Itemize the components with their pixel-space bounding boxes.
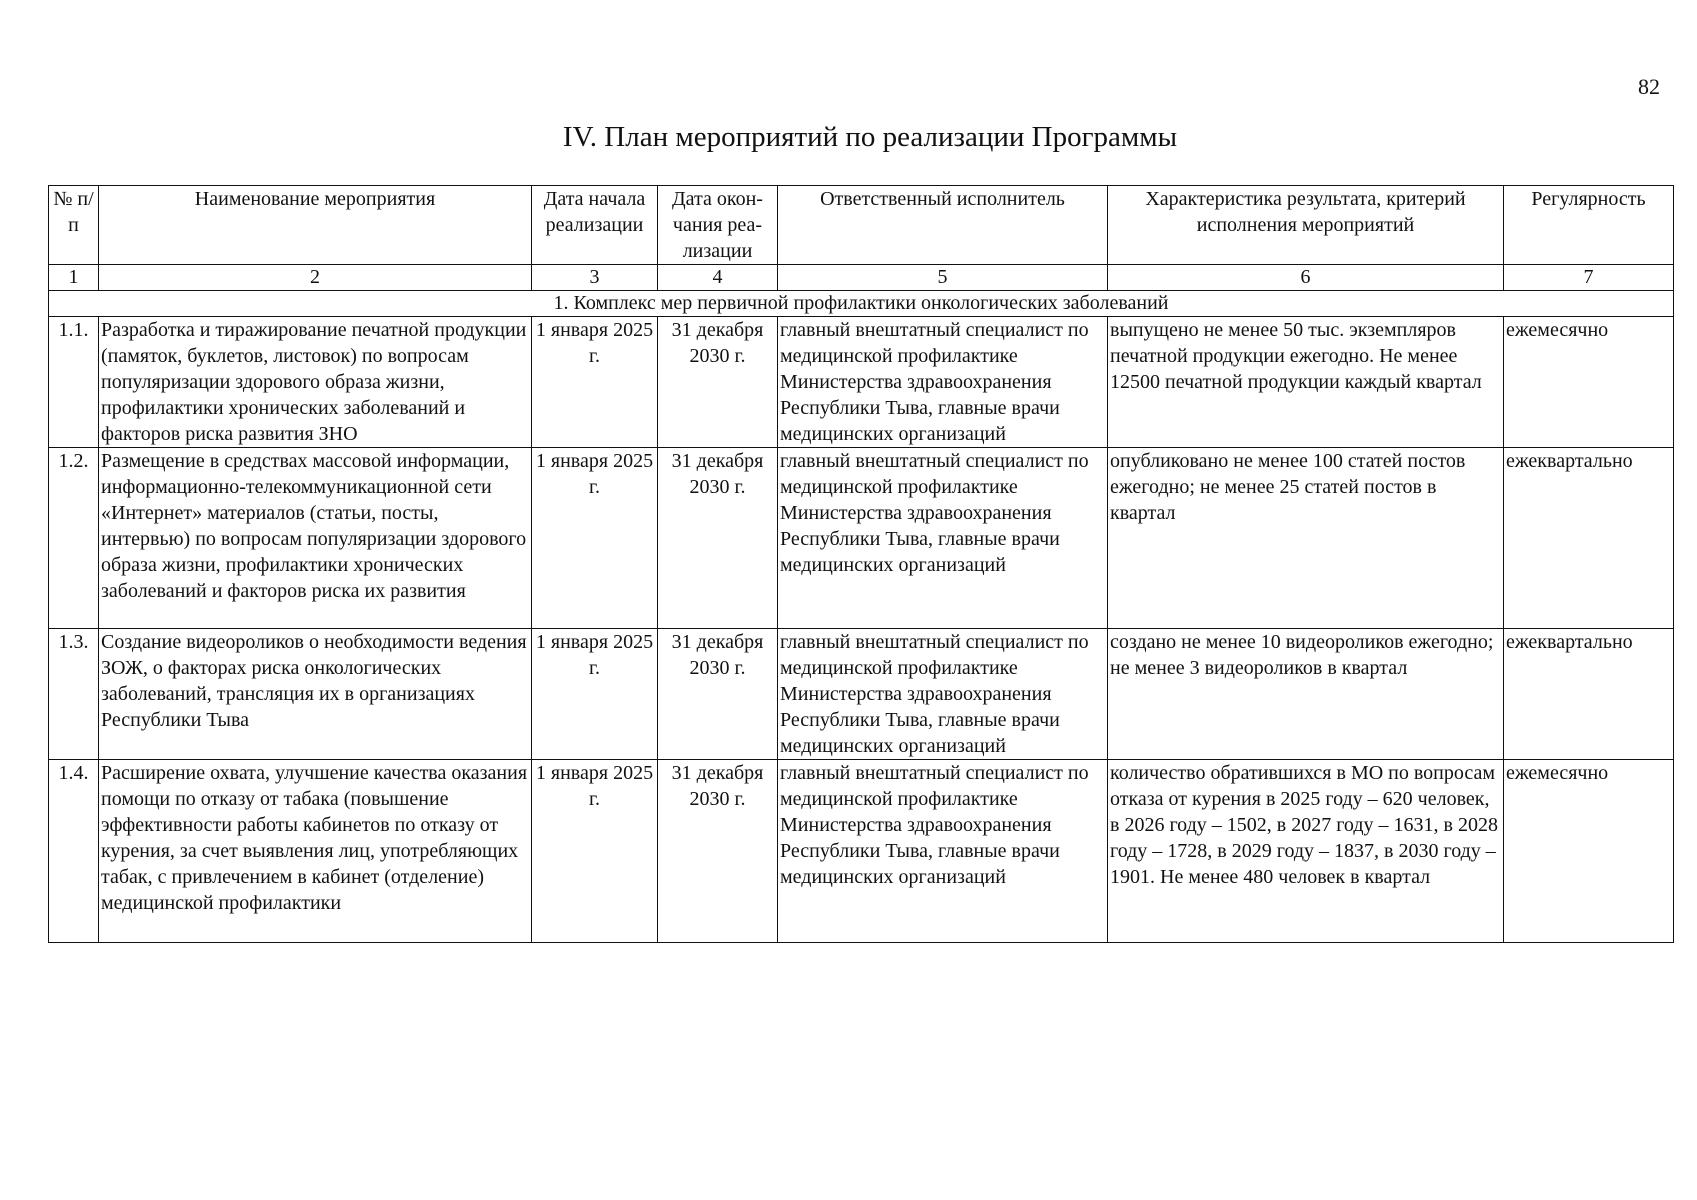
start-date: 1 января 2025 г. — [532, 448, 658, 629]
header-executor: Ответственный исполнитель — [778, 186, 1108, 265]
row-number: 1.2. — [49, 448, 99, 629]
table-row — [49, 317, 1674, 448]
executor: главный внештатный специалист по медицинской профилактике Министерства здравоохранения Республики Тыва, главные врачи медицинских организаций — [778, 760, 1108, 943]
plan-table — [48, 185, 1674, 943]
regularity: ежемесячно — [1504, 760, 1674, 943]
end-date: 31 декабря 2030 г. — [658, 317, 778, 448]
table-header-row — [49, 186, 1674, 265]
page-number: 82 — [1638, 74, 1660, 99]
activity-name: Разработка и тиражирование печатной продукции (памяток, буклетов, листовок) по вопросам популяризации здорового образа жизни, профилактики хронических заболеваний и факторов риска развития ЗНО — [99, 317, 532, 448]
row-number: 1.3. — [49, 629, 99, 760]
header-start-date: Дата начала реализации — [532, 186, 658, 265]
activity-name: Создание видеороликов о необходимости ведения ЗОЖ, о факторах риска онкологических заболеваний, трансляция их в организациях Республики Тыва — [99, 629, 532, 760]
regularity: ежеквартально — [1504, 629, 1674, 760]
end-date: 31 декабря 2030 г. — [658, 448, 778, 629]
section-title: 1. Комплекс мер первичной профилактики онкологических заболеваний — [49, 291, 1674, 317]
column-number: 4 — [658, 265, 778, 291]
header-regularity: Регулярность — [1504, 186, 1674, 265]
executor: главный внештатный специалист по медицинской профилактике Министерства здравоохранения Республики Тыва, главные врачи медицинских организаций — [778, 629, 1108, 760]
column-number-row — [49, 265, 1674, 291]
table-row — [49, 760, 1674, 943]
page-title: IV. План мероприятий по реализации Программы — [562, 121, 1178, 153]
end-date: 31 декабря 2030 г. — [658, 760, 778, 943]
executor: главный внештатный специалист по медицинской профилактике Министерства здравоохранения Республики Тыва, главные врачи медицинских организаций — [778, 317, 1108, 448]
row-number: 1.1. — [49, 317, 99, 448]
result: выпущено не менее 50 тыс. экземпляров печатной продукции ежегодно. Не менее 12500 печатной продукции каждый квартал — [1108, 317, 1504, 448]
start-date: 1 января 2025 г. — [532, 629, 658, 760]
result: опубликовано не менее 100 статей постов ежегодно; не менее 25 статей постов в квартал — [1108, 448, 1504, 629]
header-name: Наименование мероприятия — [99, 186, 532, 265]
activity-name: Расширение охвата, улучшение качества оказания помощи по отказу от табака (повышение эффективности работы кабинетов по отказу от курения, за счет выявления лиц, употребляющих табак, с привлечением в кабинет (отделение) медицинской профилактики — [99, 760, 532, 943]
column-number: 3 — [532, 265, 658, 291]
regularity: ежеквартально — [1504, 448, 1674, 629]
section-row — [49, 291, 1674, 317]
column-number: 1 — [49, 265, 99, 291]
column-number: 7 — [1504, 265, 1674, 291]
column-number: 2 — [99, 265, 532, 291]
activity-name: Размещение в средствах массовой информации, информационно-телекоммуникационной сети «Интернет» материалов (статьи, посты, интервью) по вопросам популяризации здорового образа жизни, профилактики хронических заболеваний и факторов риска их развития — [99, 448, 532, 629]
executor: главный внештатный специалист по медицинской профилактике Министерства здравоохранения Республики Тыва, главные врачи медицинских организаций — [778, 448, 1108, 629]
result: создано не менее 10 видеороликов ежегодно; не менее 3 видеороликов в квартал — [1108, 629, 1504, 760]
header-result: Характеристика результата, критерий исполнения мероприятий — [1108, 186, 1504, 265]
header-number: № п/п — [49, 186, 99, 265]
row-number: 1.4. — [49, 760, 99, 943]
header-end-date: Дата окон-чания реа-лизации — [658, 186, 778, 265]
table-row — [49, 629, 1674, 760]
column-number: 6 — [1108, 265, 1504, 291]
start-date: 1 января 2025 г. — [532, 317, 658, 448]
regularity: ежемесячно — [1504, 317, 1674, 448]
column-number: 5 — [778, 265, 1108, 291]
end-date: 31 декабря 2030 г. — [658, 629, 778, 760]
start-date: 1 января 2025 г. — [532, 760, 658, 943]
table-row — [49, 448, 1674, 629]
result: количество обратившихся в МО по вопросам отказа от курения в 2025 году – 620 человек, в 2026 году – 1502, в 2027 году – 1631, в 2028 году – 1728, в 2029 году – 1837, в 2030 году – 1901. Не менее 480 человек в квартал — [1108, 760, 1504, 943]
